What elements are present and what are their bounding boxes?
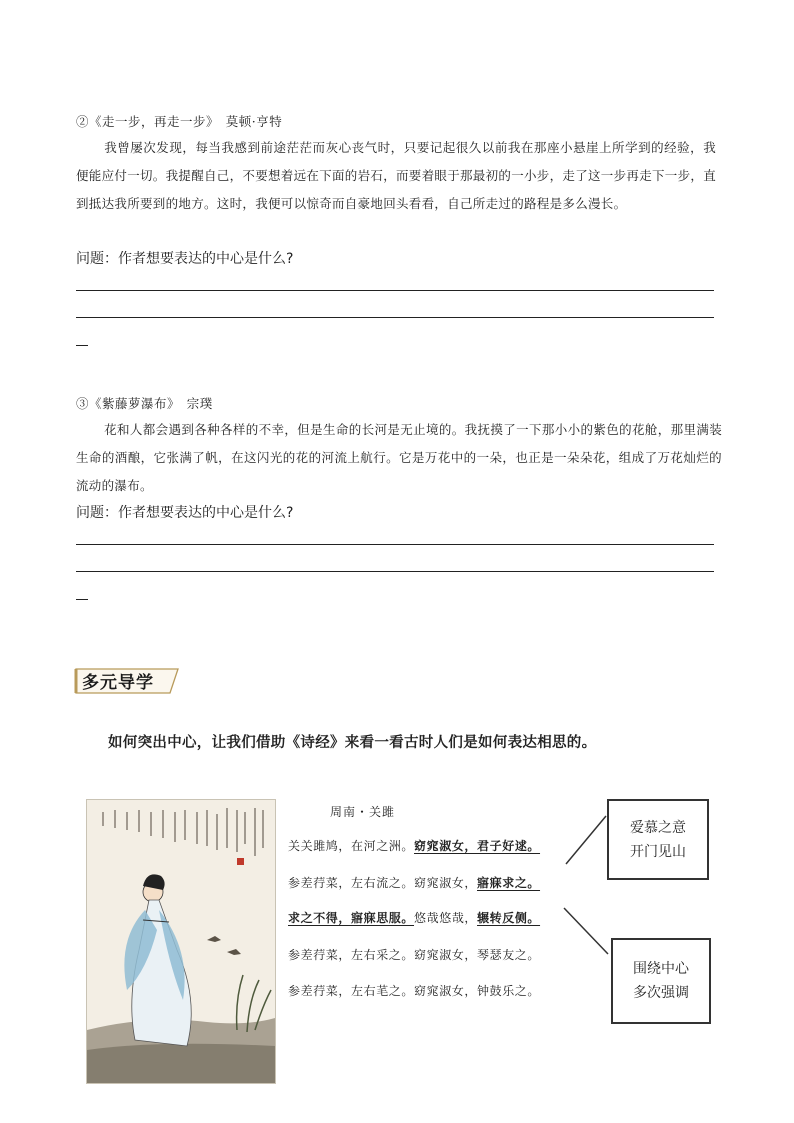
answer-line[interactable] — [76, 290, 714, 291]
poem-line-emphasis: 辗转反侧。 — [477, 911, 541, 925]
section2-paragraph-text: 我曾屡次发现，每当我感到前途茫茫而灰心丧气时，只要记起很久以前我在那座小悬崖上所学到的经验，我便能应付一切。我提醒自己，不要想着远在下面的岩石，而要着眼于那最初的一小步，走了这一步再走下一步，直到抵达我所要到的地方。这时，我便可以惊奇而自豪地回头看看，自己所走过的路程是多么漫长。 — [76, 140, 717, 211]
poem-line-emphasis: 寤寐求之。 — [477, 876, 541, 890]
poem-line-text: 参差荇菜，左右流之。窈窕淑女， — [288, 876, 478, 890]
painting-illustration-icon — [87, 800, 275, 1083]
section3-paragraph-text: 花和人都会遇到各种各样的不幸，但是生命的长河是无止境的。我抚摸了一下那小小的紫色的花舱，那里满装生命的酒酿，它张满了帆，在这闪光的花的河流上航行。它是万花中的一朵，也正是一朵朵花，组成了万花灿烂的流动的瀑布。 — [76, 422, 722, 493]
note-box-top — [607, 799, 709, 880]
poem-line-emphasis: 窈窕淑女，君子好逑。 — [414, 839, 541, 853]
poem-line-4 — [288, 946, 540, 963]
answer-line[interactable] — [76, 571, 714, 572]
section2-heading: ②《走一步，再走一步》 莫顿·亨特 — [76, 114, 283, 129]
poem-line-3 — [288, 909, 540, 926]
poem-line-2 — [288, 874, 540, 891]
poem-line-text: 参差荇菜，左右采之。窈窕淑女，琴瑟友之。 — [288, 948, 541, 962]
poem-line-text: 参差荇菜，左右芼之。窈窕淑女，钟鼓乐之。 — [288, 984, 541, 998]
note-text: 多次强调 — [633, 985, 689, 1001]
answer-line[interactable] — [76, 544, 714, 545]
poem-line-5 — [288, 982, 540, 999]
poem-line-1 — [288, 837, 540, 854]
note-text: 围绕中心 — [633, 961, 689, 977]
answer-line-end — [76, 599, 88, 600]
poem-title: 周南・关雎 — [330, 805, 396, 819]
note-text: 开门见山 — [630, 843, 686, 860]
intro-text: 如何突出中心，让我们借助《诗经》来看一看古时人们是如何表达相思的。 — [108, 735, 597, 751]
note-text: 爱慕之意 — [630, 819, 686, 836]
section2-question: 问题：作者想要表达的中心是什么? — [76, 251, 294, 267]
section3-question: 问题：作者想要表达的中心是什么? — [76, 505, 294, 521]
note-box-bottom — [611, 938, 711, 1024]
poem-line-text: 关关雎鸠，在河之洲。 — [288, 839, 415, 853]
poem-line-emphasis: 求之不得，寤寐思服。 — [288, 911, 415, 925]
banner-title: 多元导学 — [82, 673, 154, 693]
ancient-lady-painting — [86, 799, 276, 1084]
section2-paragraph — [76, 134, 716, 218]
section-banner — [74, 667, 174, 693]
answer-line-end — [76, 345, 88, 346]
poem-line-text: 悠哉悠哉， — [414, 911, 478, 925]
answer-line[interactable] — [76, 317, 714, 318]
section3-paragraph — [76, 416, 722, 500]
section3-heading: ③《紫藤萝瀑布》 宗璞 — [76, 396, 213, 411]
